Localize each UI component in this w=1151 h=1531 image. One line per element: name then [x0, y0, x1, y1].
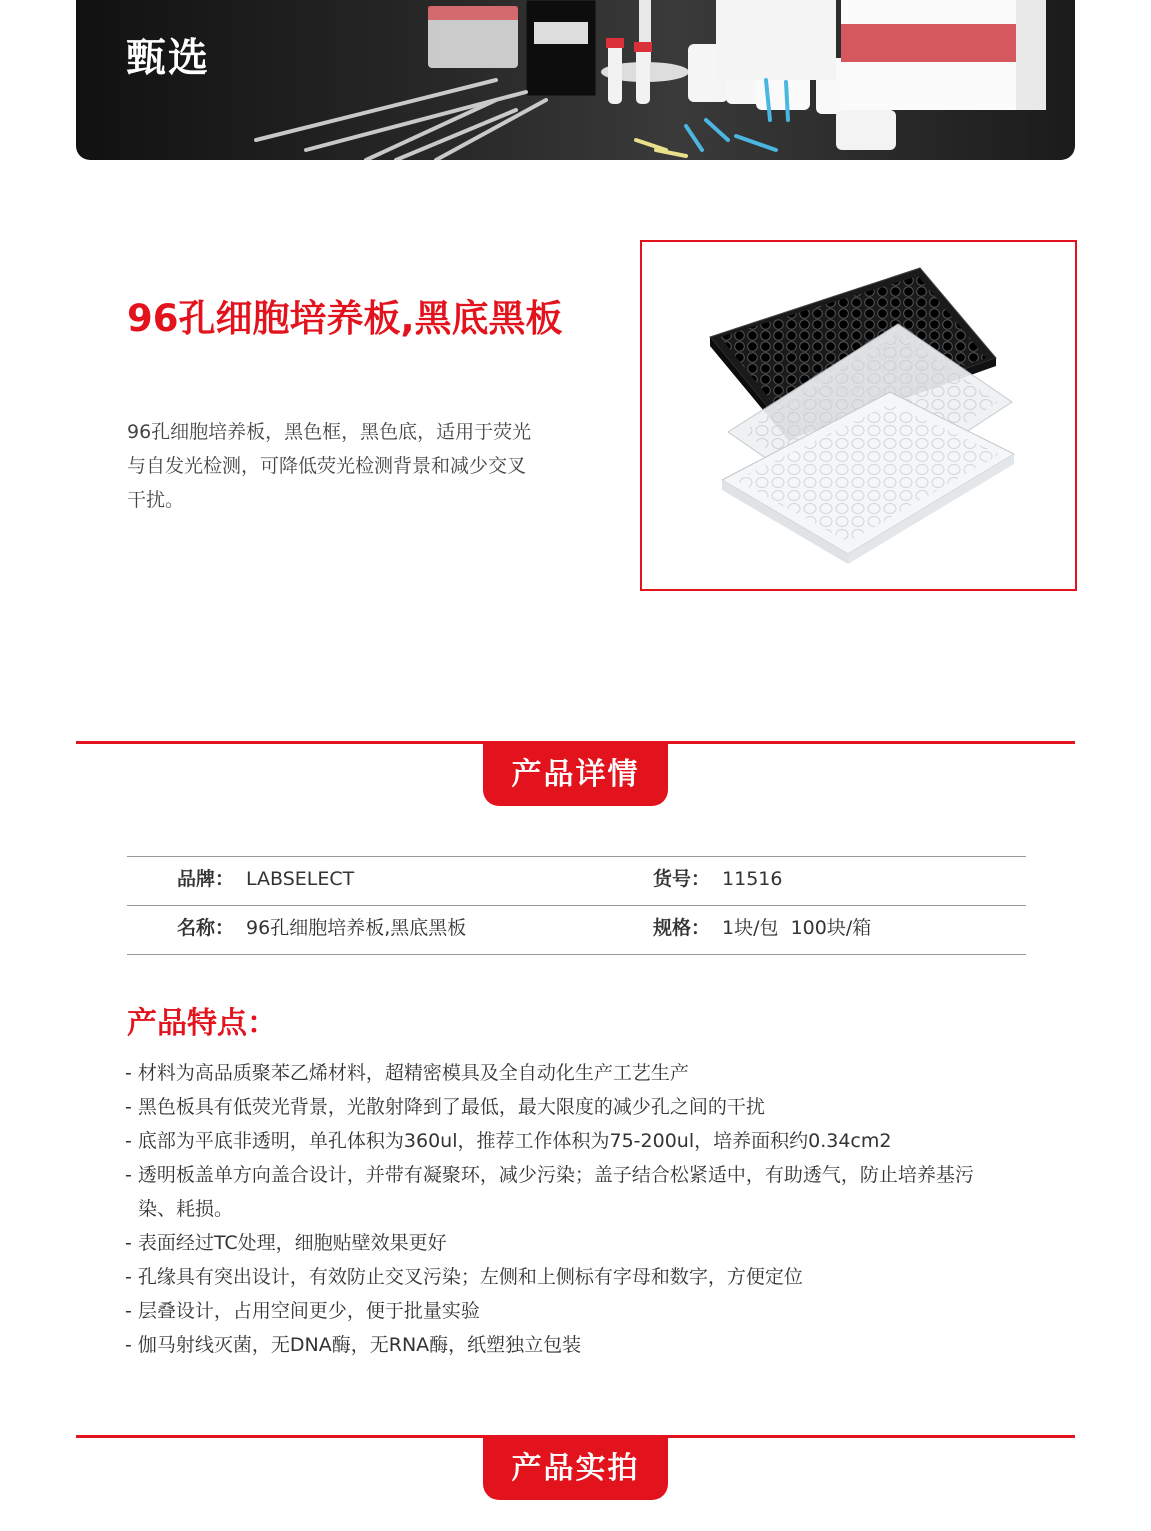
feature-item: - 孔缘具有突出设计，有效防止交叉污染；左侧和上侧标有字母和数字，方便定位: [125, 1266, 803, 1288]
sku-value: 11516: [722, 868, 783, 890]
brand-cell: [177, 857, 354, 901]
top-banner: [76, 0, 1075, 160]
feature-item: - 表面经过TC处理，细胞贴壁效果更好: [125, 1232, 447, 1254]
name-label: 名称：: [177, 917, 235, 939]
product-description: 96孔细胞培养板，黑色框，黑色底，适用于荧光与自发光检测，可降低荧光检测背景和减少交叉干扰。: [127, 421, 532, 511]
features-list: [125, 1056, 985, 1362]
photos-section-tab: 产品实拍: [483, 1438, 668, 1500]
product-title: 96孔细胞培养板,黑底黑板: [127, 297, 563, 340]
name-cell: [177, 906, 466, 950]
feature-item: - 透明板盖单方向盖合设计，并带有凝聚环，减少污染；盖子结合松紧适中，有助透气，防止培养基污染、耗损。: [125, 1164, 974, 1220]
feature-item: - 伽马射线灭菌，无DNA酶，无RNA酶，纸塑独立包装: [125, 1334, 582, 1356]
lab-products-image: [76, 0, 1075, 160]
feature-item: - 材料为高品质聚苯乙烯材料，超精密模具及全自动化生产工艺生产: [125, 1062, 689, 1084]
feature-item: - 黑色板具有低荧光背景，光散射降到了最低，最大限度的减少孔之间的干扰: [125, 1096, 765, 1118]
details-section-tab: 产品详情: [483, 744, 668, 806]
features-title: 产品特点：: [127, 1006, 277, 1041]
brand-value: LABSELECT: [246, 868, 355, 890]
spec-value: 1块/包 100块/箱: [722, 917, 872, 939]
spec-cell: [653, 906, 871, 950]
feature-item: - 层叠设计，占用空间更少，便于批量实验: [125, 1300, 480, 1322]
cell-culture-plate-image: [642, 242, 1075, 589]
name-value: 96孔细胞培养板,黑底黑板: [246, 917, 467, 939]
sku-label: 货号：: [653, 868, 711, 890]
brand-label: 品牌：: [177, 868, 235, 890]
feature-item: - 底部为平底非透明，单孔体积为360ul，推荐工作体积为75-200ul，培养面积约0.34cm2: [125, 1130, 892, 1152]
product-info-table: [127, 856, 1026, 955]
info-row: [127, 856, 1026, 905]
banner-title: 甄选: [126, 35, 210, 81]
product-photo-frame: [640, 240, 1077, 591]
info-row: [127, 905, 1026, 955]
sku-cell: [653, 857, 782, 901]
spec-label: 规格：: [653, 917, 711, 939]
